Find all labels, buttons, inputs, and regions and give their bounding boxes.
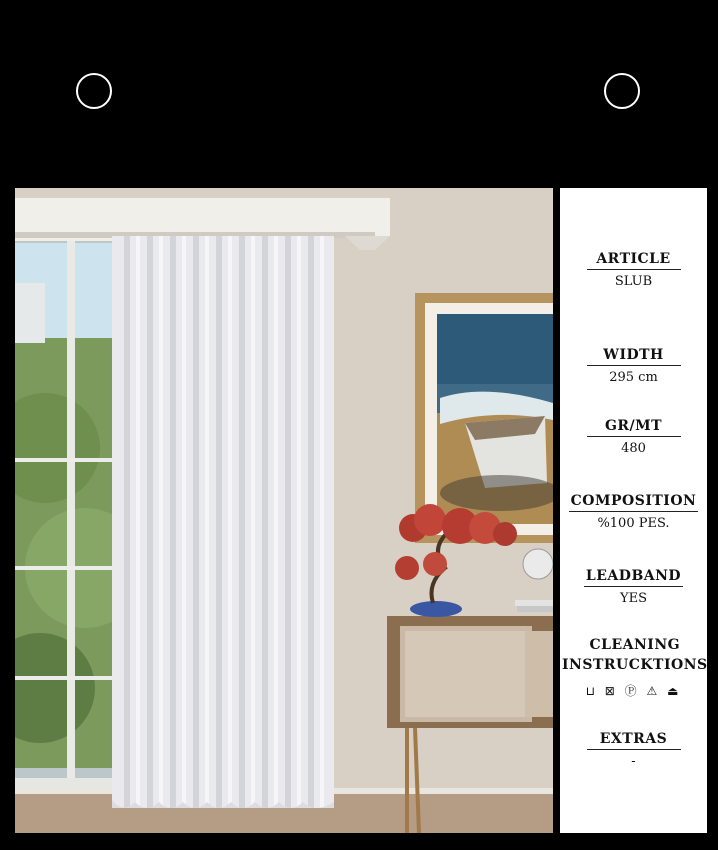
wash-30-icon: ⊔ [585, 684, 598, 698]
spec-value: %100 PES. [597, 516, 670, 531]
spec-article [560, 248, 707, 290]
right-ring-icon [604, 73, 640, 109]
spec-panel [560, 188, 707, 833]
curtain [112, 236, 334, 808]
left-ring-icon [76, 73, 112, 109]
spec-value: YES [620, 591, 647, 606]
spec-label: GR/MT [587, 418, 681, 437]
spec-extras [560, 728, 707, 770]
spec-label: EXTRAS [587, 731, 681, 750]
spec-value: 295 cm [609, 370, 658, 385]
spec-label: WIDTH [587, 347, 681, 366]
spec-grmt [560, 415, 707, 457]
dry-clean-p-icon: Ⓟ [624, 684, 640, 698]
product-photo [15, 188, 553, 833]
no-bleach-icon: ⊠ [604, 684, 618, 698]
spec-value: SLUB [614, 274, 653, 289]
spec-label: COMPOSITION [569, 493, 699, 512]
no-chlorine-icon: ⚠ [646, 684, 661, 698]
spec-leadband [560, 565, 707, 607]
spec-cleaning [560, 635, 707, 699]
spec-label: CLEANING INSTRUCKTIONS [562, 637, 708, 673]
iron-low-icon: ⏏ [667, 684, 682, 698]
spec-width [560, 344, 707, 386]
spec-composition [560, 490, 707, 532]
spec-value: 480 [621, 441, 646, 456]
spec-value: - [631, 754, 636, 769]
spec-label: LEADBAND [584, 568, 683, 587]
spec-label: ARTICLE [587, 251, 681, 270]
care-icons [560, 682, 707, 699]
